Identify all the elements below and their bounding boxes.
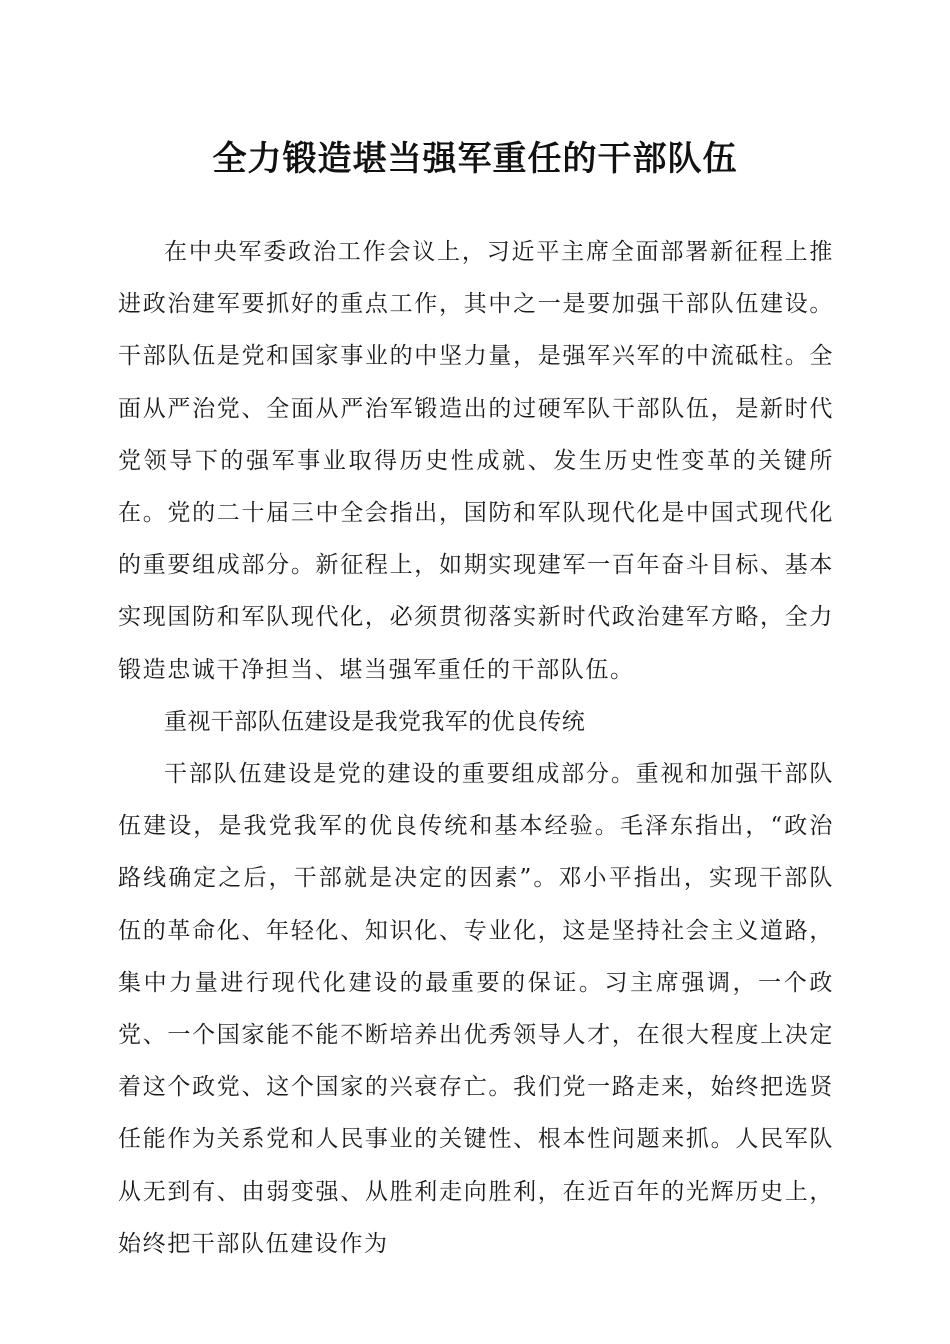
document-body — [118, 226, 834, 1270]
body-paragraph: 在中央军委政治工作会议上，习近平主席全面部署新征程上推进政治建军要抓好的重点工作，其中之一是要加强干部队伍建设。干部队伍是党和国家事业的中坚力量，是强军兴军的中流砥柱。全面从严治党、全面从严治军锻造出的过硬军队干部队伍，是新时代党领导下的强军事业取得历史性成就、发生历史性变革的关键所在。党的二十届三中全会指出，国防和军队现代化是中国式现代化的重要组成部分。新征程上，如期实现建军一百年奋斗目标、基本实现国防和军队现代化，必须贯彻落实新时代政治建军方略，全力锻造忠诚干净担当、堪当强军重任的干部队伍。 — [118, 239, 834, 683]
section-heading: 重视干部队伍建设是我党我军的优良传统 — [164, 708, 586, 735]
body-paragraph: 干部队伍建设是党的建设的重要组成部分。重视和加强干部队伍建设，是我党我军的优良传统和基本经验。毛泽东指出，“政治路线确定之后，干部就是决定的因素”。邓小平指出，实现干部队伍的革命化、年轻化、知识化、专业化，这是坚持社会主义道路，集中力量进行现代化建设的最重要的保证。习主席强调，一个政党、一个国家能不能不断培养出优秀领导人才，在很大程度上决定着这个政党、这个国家的兴衰存亡。我们党一路走来，始终把选贤任能作为关系党和人民事业的关键性、根本性问题来抓。人民军队从无到有、由弱变强、从胜利走向胜利，在近百年的光辉历史上，始终把干部队伍建设作为 — [118, 761, 834, 1257]
document-title: 全力锻造堪当强军重任的干部队伍 — [212, 139, 738, 179]
